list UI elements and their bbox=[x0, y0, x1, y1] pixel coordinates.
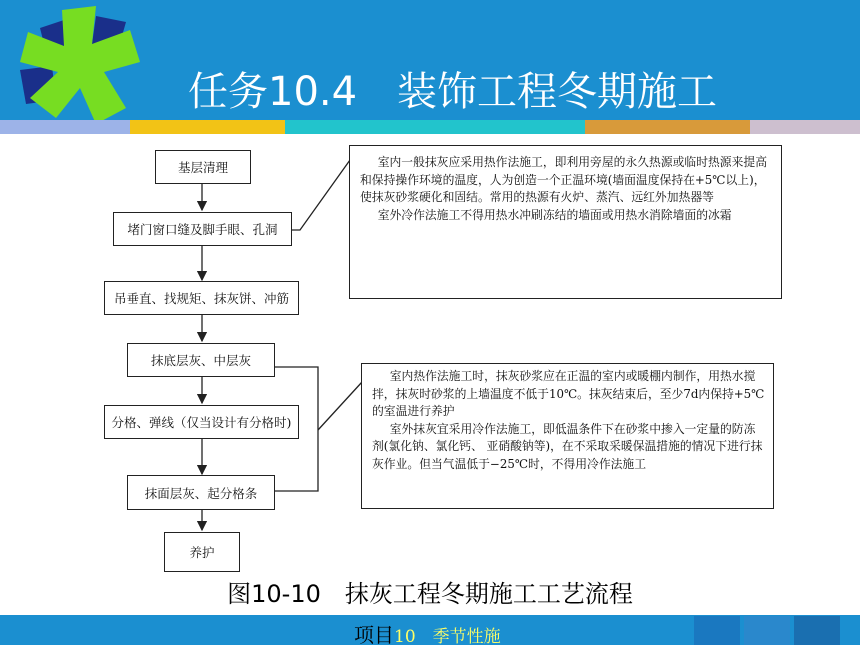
footer-square bbox=[744, 616, 790, 645]
note-paragraph: 室内一般抹灰应采用热作法施工，即利用旁屋的永久热源或临时热源来提高和保持操作环境的温度，人为创造一个正温环境(墙面温度保持在+5℃以上)，使抹灰砂浆硬化和固结。常用的热源有火炉、蒸汽、远红外加热器等 bbox=[360, 155, 767, 204]
flow-step-seal-openings: 堵门窗口缝及脚手眼、孔洞 bbox=[113, 212, 292, 246]
footer-square bbox=[694, 616, 740, 645]
note-indoor-hot-method bbox=[349, 145, 782, 299]
flow-step-curing: 养护 bbox=[164, 532, 240, 572]
slide-title: 任务10.4 装饰工程冬期施工 bbox=[188, 69, 718, 115]
flow-step-base-coat: 抹底层灰、中层灰 bbox=[127, 343, 275, 377]
flow-step-finish-coat: 抹面层灰、起分格条 bbox=[127, 475, 275, 510]
footer-square bbox=[794, 616, 840, 645]
note-paragraph: 室外抹灰宜采用冷作法施工，即低温条件下在砂浆中掺入一定量的防冻剂(氯化钠、氯化钙、 亚硝酸钠等)，在不采取采暖保温措施的情况下进行抹灰作业。但当气温低于−25℃时，不得用冷作法施工 bbox=[372, 421, 763, 471]
flow-step-grid-lines: 分格、弹线（仅当设计有分格时) bbox=[104, 405, 299, 439]
flow-step-plumb-level: 吊垂直、找规矩、抹灰饼、冲筋 bbox=[104, 281, 299, 315]
note-paragraph: 室内热作法施工时，抹灰砂浆应在正温的室内或暖棚内制作，用热水搅拌，抹灰时砂浆的上墙温度不低于10℃。抹灰结束后，至少7d内保持+5℃的室温进行养护 bbox=[372, 369, 765, 418]
note-construction-rules bbox=[361, 363, 774, 509]
figure-caption: 图10-10 抹灰工程冬期施工工艺流程 bbox=[227, 580, 633, 608]
footer-text: 项目10 季节性施 bbox=[354, 623, 501, 647]
flow-step-base-cleaning: 基层清理 bbox=[155, 150, 251, 184]
note-paragraph: 室外冷作法施工不得用热水冲刷冻结的墙面或用热水消除墙面的冰霜 bbox=[377, 207, 732, 222]
